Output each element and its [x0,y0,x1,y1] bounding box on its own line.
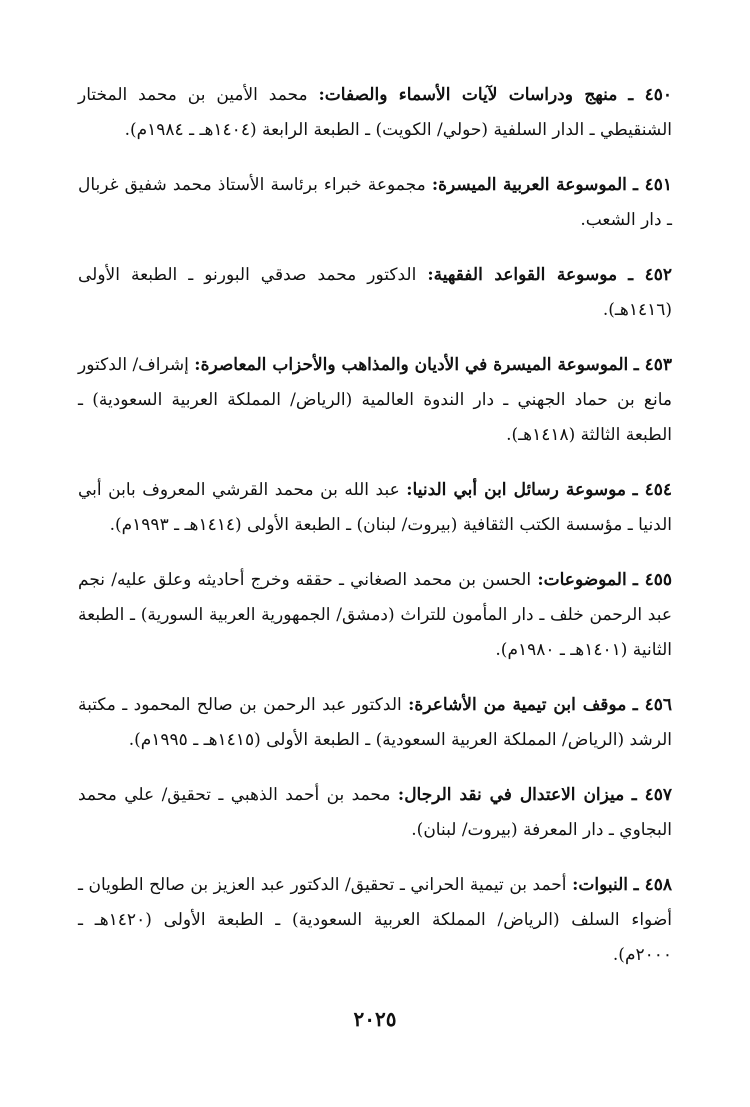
bibliography-entry-451 [78,168,672,238]
entry-title: موسوعة رسائل ابن أبي الدنيا: [406,480,627,500]
entry-title: الموسوعة الميسرة في الأديان والمذاهب والأحزاب المعاصرة: [194,355,629,375]
entry-details: محمد بن أحمد الذهبي ـ تحقيق/ علي محمد البجاوي ـ دار المعرفة (بيروت/ لبنان). [78,785,672,840]
page-number: ٢٠٢٥ [353,1007,397,1031]
entry-details: مجموعة خبراء برئاسة الأستاذ محمد شفيق غربال ـ دار الشعب. [78,175,672,230]
bibliography-entry-452 [78,258,672,328]
entry-number: ٤٥٢ ـ [628,265,673,285]
entry-title: موسوعة القواعد الفقهية: [427,265,618,285]
entry-title: الموسوعة العربية الميسرة: [431,175,627,195]
bibliography-entry-456 [78,688,672,758]
entry-number: ٤٥٨ ـ [633,875,673,895]
entry-details: أحمد بن تيمية الحراني ـ تحقيق/ الدكتور عبد العزيز بن صالح الطويان ـ أضواء السلف (الرياض/ المملكة العربية السعودية) ـ الطبعة الأولى (١٤٢٠هـ ـ ٢٠٠٠م). [78,875,672,965]
entry-title: موقف ابن تيمية من الأشاعرة: [408,695,627,715]
entry-details: الحسن بن محمد الصغاني ـ حققه وخرج أحاديثه وعلق عليه/ نجم عبد الرحمن خلف ـ دار المأمون للتراث (دمشق/ الجمهورية العربية السورية) ـ الطبعة الثانية (١٤٠١هـ ـ ١٩٨٠م). [78,570,672,660]
bibliography-entry-453 [78,348,672,453]
entry-title: الموضوعات: [537,570,627,590]
entry-number: ٤٥٧ ـ [631,785,672,805]
entry-number: ٤٥٦ ـ [632,695,673,715]
entry-number: ٤٥٣ ـ [633,355,673,375]
entry-details: عبد الله بن محمد القرشي المعروف بابن أبي الدنيا ـ مؤسسة الكتب الثقافية (بيروت/ لبنان) ـ الطبعة الأولى (١٤١٤هـ ـ ١٩٩٣م). [78,480,672,535]
entry-number: ٤٥٠ ـ [628,85,673,105]
bibliography-entry-450 [78,78,672,148]
entry-title: ميزان الاعتدال في نقد الرجال: [397,785,625,805]
entry-number: ٤٥٤ ـ [632,480,673,500]
entry-number: ٤٥٥ ـ [632,570,672,590]
entry-details: الدكتور عبد الرحمن بن صالح المحمود ـ مكتبة الرشد (الرياض/ المملكة العربية السعودية) ـ الطبعة الأولى (١٤١٥هـ ـ ١٩٩٥م). [78,695,672,750]
bibliography-page [78,78,672,993]
entry-number: ٤٥١ ـ [633,175,673,195]
entry-details: محمد الأمين بن محمد المختار الشنقيطي ـ الدار السلفية (حولي/ الكويت) ـ الطبعة الرابعة (١٤٠٤هـ ـ ١٩٨٤م). [78,85,672,140]
entry-details: إشراف/ الدكتور مانع بن حماد الجهني ـ دار الندوة العالمية (الرياض/ المملكة العربية السعودية) ـ الطبعة الثالثة (١٤١٨هـ). [78,355,672,445]
bibliography-entry-455 [78,563,672,668]
entry-title: النبوات: [572,875,629,895]
bibliography-entry-458 [78,868,672,973]
bibliography-entry-454 [78,473,672,543]
entry-title: منهج ودراسات لآيات الأسماء والصفات: [318,85,618,105]
bibliography-entry-457 [78,778,672,848]
entry-details: الدكتور محمد صدقي البورنو ـ الطبعة الأولى (١٤١٦هـ). [78,265,672,320]
